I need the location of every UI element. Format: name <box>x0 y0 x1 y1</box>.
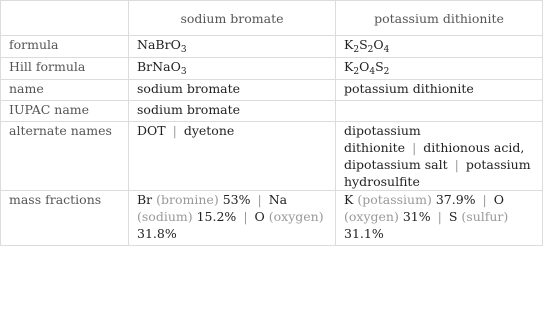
mass-fraction-value: 15.2% <box>196 209 237 224</box>
subscript: 3 <box>180 45 187 55</box>
separator: | <box>437 209 442 224</box>
separator: | <box>412 140 417 155</box>
element-symbol: K <box>344 192 354 207</box>
subscript: 2 <box>353 67 360 77</box>
subscript: 4 <box>383 45 390 55</box>
separator: | <box>454 157 459 172</box>
element-symbol: Br <box>137 192 153 207</box>
row-hill-formula <box>1 58 543 80</box>
alternate-name: dipotassium dithionite <box>344 123 421 155</box>
element-name: (sulfur) <box>461 209 509 224</box>
row-iupac-name <box>1 101 543 122</box>
row-label-formula: formula <box>1 36 129 58</box>
row-mass-fractions <box>1 191 543 246</box>
mass-fractions-cell <box>129 191 336 246</box>
alternate-names-cell <box>129 122 336 191</box>
subscript: 4 <box>369 67 376 77</box>
subscript: 2 <box>367 45 374 55</box>
hill-formula-cell <box>336 58 543 80</box>
element-symbol: O <box>170 37 181 52</box>
separator: | <box>257 192 262 207</box>
element-name: (oxygen) <box>344 209 399 224</box>
element-symbol: O <box>493 192 504 207</box>
element-symbol: O <box>254 209 265 224</box>
name-cell: sodium bromate <box>129 80 336 101</box>
separator: | <box>243 209 248 224</box>
alternate-name: dithionous acid, dipotassium salt <box>344 140 525 172</box>
subscript: 2 <box>383 67 390 77</box>
row-label-mass-fractions: mass fractions <box>1 191 129 246</box>
mass-fraction-value: 31% <box>402 209 431 224</box>
element-symbol: O <box>359 59 370 74</box>
element-symbol: BrNa <box>137 59 171 74</box>
element-symbol: K <box>344 37 354 52</box>
separator: | <box>482 192 487 207</box>
alternate-name: DOT <box>137 123 166 138</box>
formula-cell <box>336 36 543 58</box>
mass-fraction-value: 31.8% <box>137 226 177 241</box>
element-symbol: K <box>344 59 354 74</box>
row-label-hill-formula: Hill formula <box>1 58 129 80</box>
iupac-name-cell <box>336 101 543 122</box>
subscript: 3 <box>180 67 187 77</box>
row-formula <box>1 36 543 58</box>
element-name: (potassium) <box>357 192 432 207</box>
element-symbol: O <box>170 59 181 74</box>
row-label-iupac-name: IUPAC name <box>1 101 129 122</box>
alternate-name: dyetone <box>183 123 235 138</box>
element-symbol: O <box>373 37 384 52</box>
element-symbol: S <box>375 59 384 74</box>
element-name: (sodium) <box>137 209 193 224</box>
subscript: 2 <box>353 45 360 55</box>
element-name: (oxygen) <box>268 209 324 224</box>
iupac-name-cell: sodium bromate <box>129 101 336 122</box>
element-symbol: Na <box>137 37 156 52</box>
element-symbol: Br <box>155 37 171 52</box>
element-symbol: S <box>448 209 458 224</box>
corner-cell <box>1 1 129 36</box>
row-label-name: name <box>1 80 129 101</box>
row-name <box>1 80 543 101</box>
row-alternate-names <box>1 122 543 191</box>
hill-formula-cell <box>129 58 336 80</box>
alternate-name: potassium hydrosulfite <box>344 157 531 189</box>
mass-fractions-cell <box>336 191 543 246</box>
alternate-names-cell <box>336 122 543 191</box>
formula-cell <box>129 36 336 58</box>
element-name: (bromine) <box>156 192 219 207</box>
element-symbol: Na <box>268 192 288 207</box>
separator: | <box>172 123 177 138</box>
header-row <box>1 1 543 36</box>
mass-fraction-value: 53% <box>222 192 251 207</box>
name-cell: potassium dithionite <box>336 80 543 101</box>
row-label-alternate-names: alternate names <box>1 122 129 191</box>
element-symbol: S <box>359 37 368 52</box>
column-header-sodium-bromate: sodium bromate <box>129 1 336 36</box>
mass-fraction-value: 37.9% <box>435 192 476 207</box>
mass-fraction-value: 31.1% <box>344 226 384 241</box>
column-header-potassium-dithionite: potassium dithionite <box>336 1 543 36</box>
